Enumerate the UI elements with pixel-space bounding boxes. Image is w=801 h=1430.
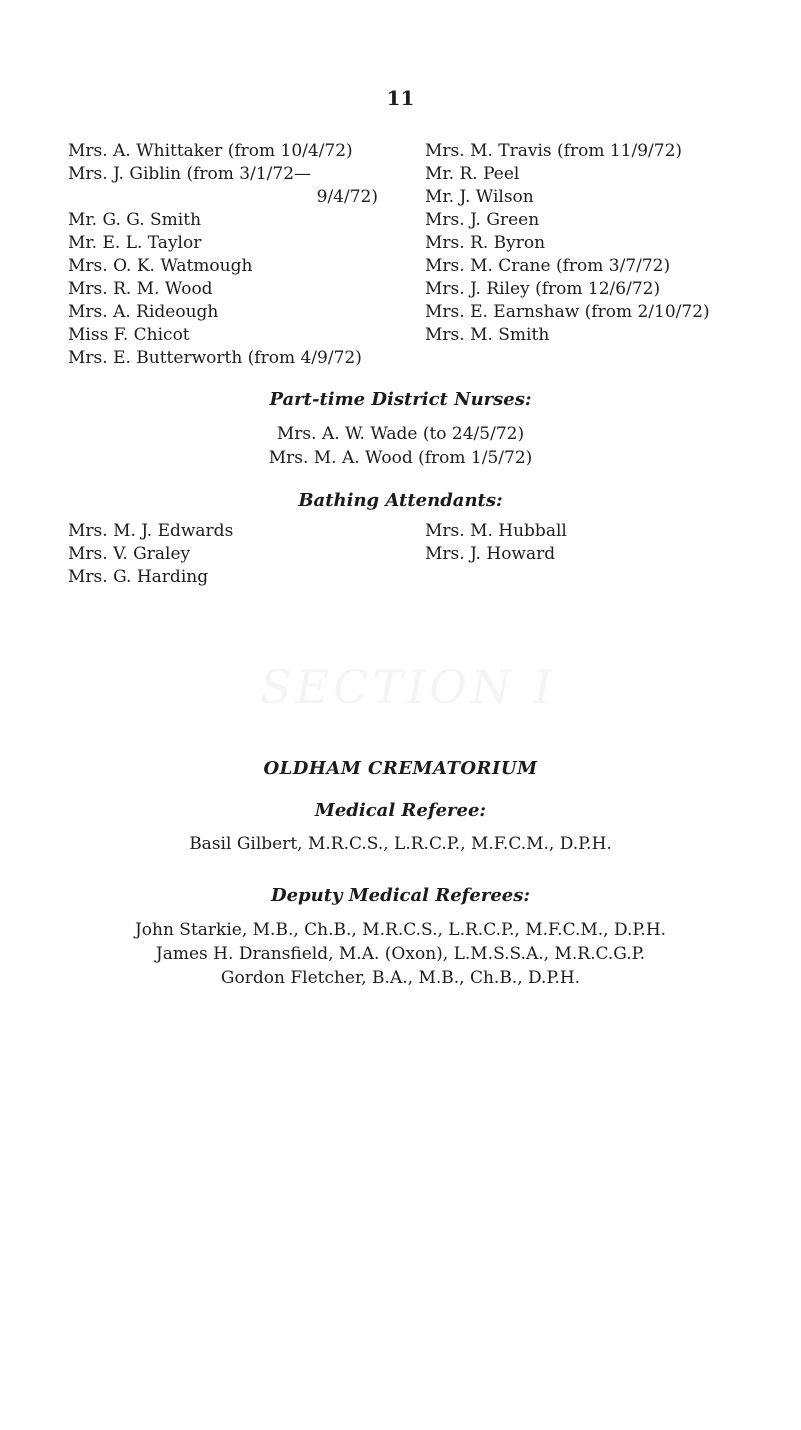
staff-entry: Mrs. J. Riley (from 12/6/72): [425, 279, 661, 299]
faint-watermark: SECTION I: [260, 660, 556, 714]
staff-entry-continuation: 9/4/72): [316, 187, 378, 207]
page-number: 11: [386, 86, 415, 110]
bathing-list-left: [68, 520, 368, 589]
staff-entry: Mr. G. G. Smith: [68, 210, 202, 230]
staff-entry: Mrs. M. Travis (from 11/9/72): [425, 141, 683, 161]
medical-referee-heading: Medical Referee:: [314, 800, 487, 821]
part-time-entry: Mrs. A. W. Wade (to 24/5/72): [276, 424, 525, 444]
bathing-entry: Mrs. G. Harding: [68, 567, 209, 587]
bathing-list-right: [425, 520, 725, 566]
deputy-referee: John Starkie, M.B., Ch.B., M.R.C.S., L.R.C.P., M.F.C.M., D.P.H.: [134, 920, 667, 940]
staff-list-left: [68, 140, 378, 370]
deputy-referees-list: [0, 918, 801, 990]
staff-entry: Mr. J. Wilson: [425, 187, 534, 207]
staff-entry: Mrs. J. Giblin (from 3/1/72—: [68, 164, 312, 184]
deputy-referee: James H. Dransfield, M.A. (Oxon), L.M.S.S.A., M.R.C.G.P.: [155, 944, 646, 964]
staff-entry: Mr. R. Peel: [425, 164, 520, 184]
staff-entry: Mrs. M. Smith: [425, 325, 550, 345]
staff-entry: Mrs. O. K. Watmough: [68, 256, 253, 276]
staff-entry: Mrs. R. M. Wood: [68, 279, 213, 299]
staff-entry: Mrs. A. Rideough: [68, 302, 219, 322]
staff-entry: Mrs. E. Earnshaw (from 2/10/72): [425, 302, 710, 322]
part-time-nurses-heading: Part-time District Nurses:: [269, 389, 532, 410]
bathing-entry: Mrs. V. Graley: [68, 544, 191, 564]
medical-referee-name: Basil Gilbert, M.R.C.S., L.R.C.P., M.F.C.M., D.P.H.: [189, 834, 612, 854]
part-time-nurses-list: [0, 422, 801, 470]
staff-entry: Miss F. Chicot: [68, 325, 190, 345]
deputy-referees-heading: Deputy Medical Referees:: [270, 885, 531, 906]
staff-entry: Mrs. A. Whittaker (from 10/4/72): [68, 141, 353, 161]
bathing-entry: Mrs. M. Hubball: [425, 521, 567, 541]
deputy-referee: Gordon Fletcher, B.A., M.B., Ch.B., D.P.H.: [220, 968, 581, 988]
crematorium-title: OLDHAM CREMATORIUM: [263, 758, 538, 779]
staff-entry: Mrs. R. Byron: [425, 233, 546, 253]
staff-entry: Mrs. J. Green: [425, 210, 540, 230]
staff-entry: Mr. E. L. Taylor: [68, 233, 202, 253]
staff-list-right: [425, 140, 785, 347]
bathing-entry: Mrs. M. J. Edwards: [68, 521, 234, 541]
staff-entry: Mrs. E. Butterworth (from 4/9/72): [68, 348, 362, 368]
staff-entry: Mrs. M. Crane (from 3/7/72): [425, 256, 671, 276]
bathing-attendants-heading: Bathing Attendants:: [298, 490, 503, 511]
bathing-entry: Mrs. J. Howard: [425, 544, 556, 564]
part-time-entry: Mrs. M. A. Wood (from 1/5/72): [268, 448, 533, 468]
